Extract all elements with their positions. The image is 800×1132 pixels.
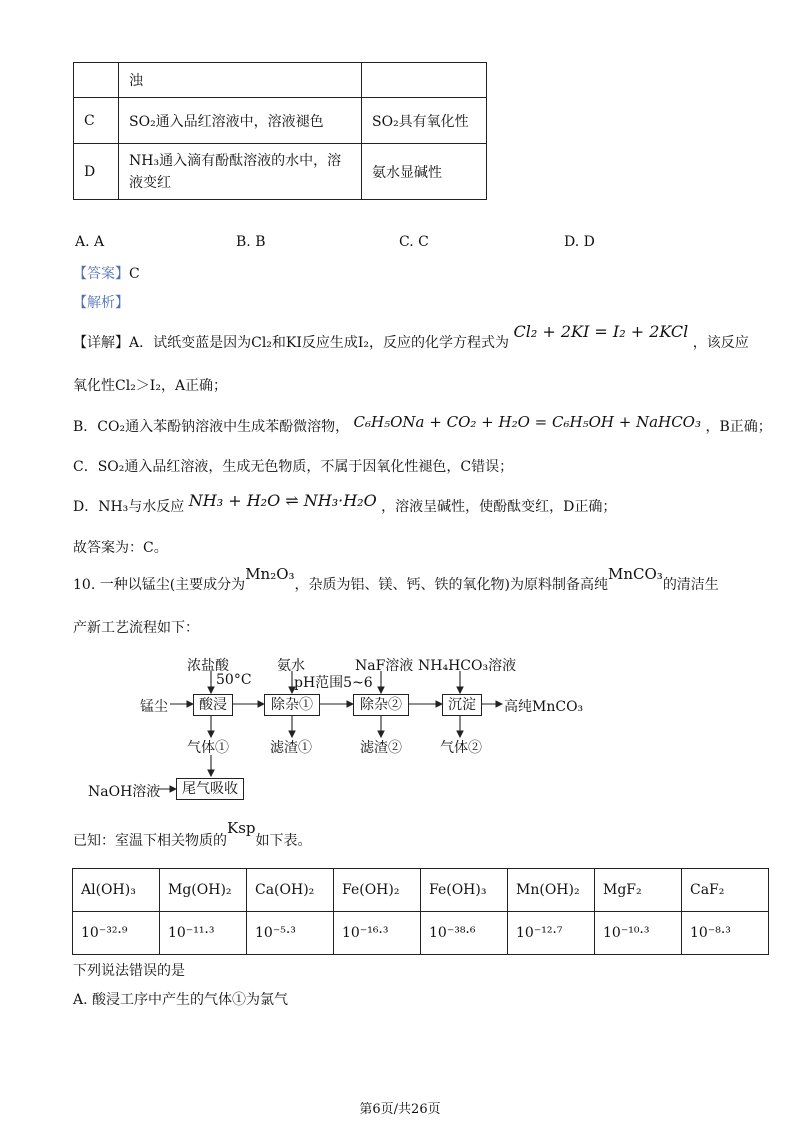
answer-tag: 【答案】 — [73, 266, 129, 282]
output-gas-2: 气体② — [440, 740, 482, 756]
q10-line2: 产新工艺流程如下： — [73, 620, 199, 636]
formula-b: C₆H₅ONa + CO₂ + H₂O = C₆H₅OH + NaHCO₃ — [353, 413, 701, 431]
reagent-naoh: NaOH溶液 — [88, 784, 161, 800]
ksp-header-cell: Fe(OH)₃ — [421, 869, 508, 912]
formula-d: NH₃ + H₂O ⇌ NH₃·H₂O — [188, 491, 377, 510]
formula-a: Cl₂ + 2KI = I₂ + 2KCl — [513, 322, 689, 341]
detail-a-line2: 氧化性Cl₂＞I₂，A正确； — [73, 378, 228, 394]
question-text: 下列说法错误的是 — [73, 963, 185, 979]
detail-b-post: ，B正确； — [705, 419, 772, 435]
step-purify-1: 除杂① — [264, 694, 320, 716]
conclusion: 故答案为：C。 — [73, 540, 168, 556]
ksp-value-cell: 10⁻⁸·³ — [682, 912, 769, 955]
step-purify-2: 除杂② — [353, 694, 409, 716]
ksp-value-cell: 10⁻⁵·³ — [247, 912, 334, 955]
detail-c: C．SO₂通入品红溶液，生成无色物质，不属于因氧化性褪色，C错误； — [73, 459, 514, 475]
step-acid-leach: 酸浸 — [193, 694, 233, 716]
table-cell-result: 氨水显碱性 — [362, 144, 487, 200]
known-line — [73, 819, 312, 850]
output-gas-1: 气体① — [187, 740, 229, 756]
q10-text-a: 10. 一种以锰尘(主要成分为 — [73, 577, 246, 593]
detail-d-text: D．NH₃与水反应 — [73, 499, 185, 515]
q10-text-c: 的清洁生 — [662, 577, 719, 593]
page-footer: 第6页/共26页 — [359, 1102, 441, 1117]
detail-d-post: ，溶液呈碱性，使酚酞变红，D正确； — [381, 499, 617, 515]
detail-a-text: 【详解】A．试纸变蓝是因为Cl₂和KI反应生成I₂，反应的化学方程式为 — [73, 335, 510, 351]
product: 高纯MnCO₃ — [504, 699, 584, 715]
ksp-value-cell: 10⁻³⁸·⁶ — [421, 912, 508, 955]
reagent-temp: 50°C — [216, 672, 252, 688]
reagent-ammonia: 氨水 — [277, 658, 305, 674]
detail-a-post: ，该反应 — [692, 335, 749, 351]
ksp-table — [72, 868, 769, 955]
ksp-value-cell: 10⁻¹⁰·³ — [595, 912, 682, 955]
formula-mnco3: MnCO₃ — [608, 565, 663, 583]
table-cell-label: C — [74, 98, 119, 144]
known-pre: 已知：室温下相关物质的 — [73, 833, 227, 849]
ksp-header-cell: MgF₂ — [595, 869, 682, 912]
ksp-header-cell: Mg(OH)₂ — [160, 869, 247, 912]
input-dust: 锰尘 — [140, 699, 168, 715]
output-residue-2: 滤渣② — [360, 740, 402, 756]
step-precipitate: 沉淀 — [442, 694, 482, 716]
reagent-hcl: 浓盐酸 — [187, 658, 229, 674]
option-a-statement: A. 酸浸工序中产生的气体①为氯气 — [73, 992, 289, 1008]
answer-value: C — [129, 266, 140, 282]
ksp-header-cell: Ca(OH)₂ — [247, 869, 334, 912]
analysis-tag: 【解析】 — [73, 295, 129, 311]
option-d: D. D — [564, 234, 595, 250]
step-tail-gas: 尾气吸收 — [176, 778, 244, 800]
option-a: A. A — [75, 234, 105, 250]
option-c: C. C — [399, 234, 429, 250]
reagent-nh4hco3: NH₄HCO₃溶液 — [418, 658, 517, 674]
option-b: B. B — [236, 234, 266, 250]
ksp-value-cell: 10⁻¹⁶·³ — [334, 912, 421, 955]
table-cell-label: D — [74, 144, 119, 200]
detail-b-text: B．CO₂通入苯酚钠溶液中生成苯酚微溶物， — [73, 419, 350, 435]
table-cell-text: SO₂通入品红溶液中，溶液褪色 — [119, 98, 362, 144]
cell-line: NH₃通入滴有酚酞溶液的水中，溶 — [129, 152, 342, 169]
known-post: 如下表。 — [255, 833, 312, 849]
formula-mn2o3: Mn₂O₃ — [245, 565, 295, 583]
reagent-ph: pH范围5~6 — [294, 675, 373, 691]
table-cell-text: 浊 — [119, 63, 362, 98]
q10-text-b: ，杂质为铝、镁、钙、铁的氧化物)为原料制备高纯 — [294, 577, 608, 593]
ksp-header-cell: CaF₂ — [682, 869, 769, 912]
ksp-header-cell: Fe(OH)₂ — [334, 869, 421, 912]
ksp-value-cell: 10⁻¹²·⁷ — [508, 912, 595, 955]
ksp-value-cell: 10⁻³²·⁹ — [73, 912, 160, 955]
ksp-header-cell: Al(OH)₃ — [73, 869, 160, 912]
ksp-value-cell: 10⁻¹¹·³ — [160, 912, 247, 955]
cell-line: 液变红 — [129, 174, 171, 191]
ksp-header-cell: Mn(OH)₂ — [508, 869, 595, 912]
reagent-naf: NaF溶液 — [355, 658, 414, 674]
table-cell-result: SO₂具有氧化性 — [362, 98, 487, 144]
output-residue-1: 滤渣① — [270, 740, 312, 756]
ksp-symbol: Ksp — [227, 819, 256, 837]
